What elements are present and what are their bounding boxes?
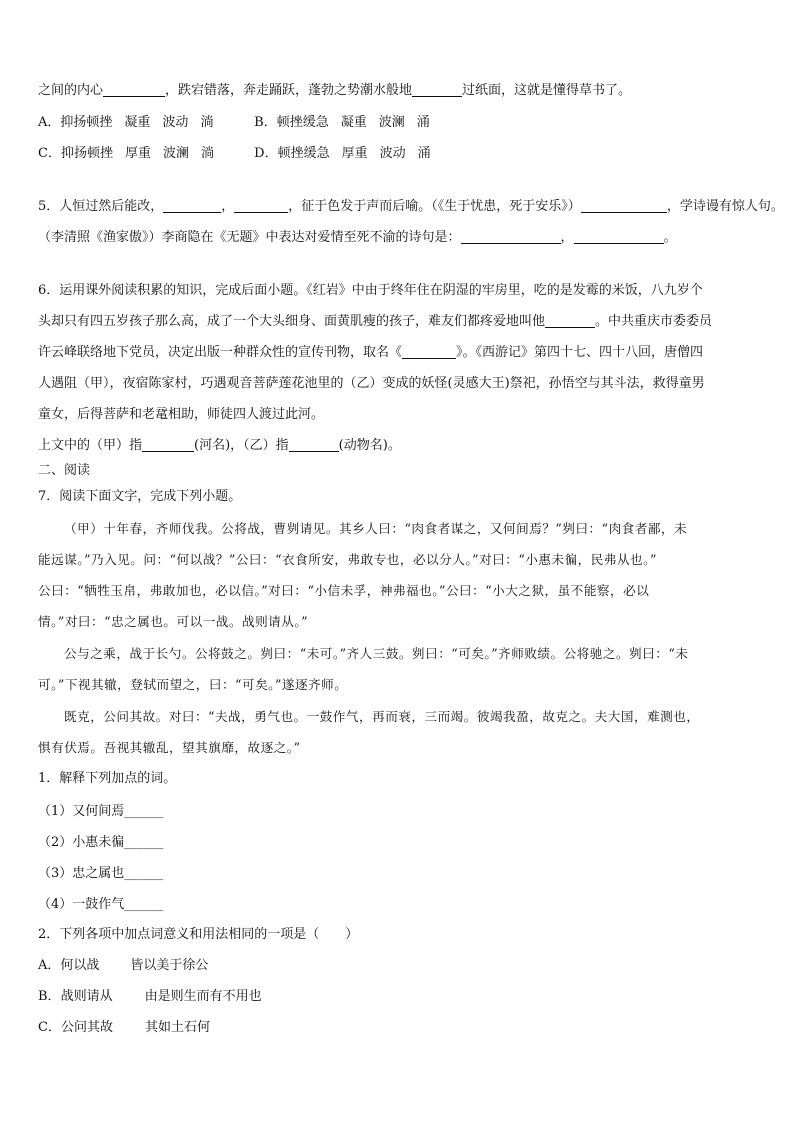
answer-blank[interactable]: ______ (124, 866, 164, 881)
q6-line-1: 6．运用课外阅读积累的知识，完成后面小题。《红岩》中由于终年住在阴湿的牢房里，吃的是发霉的米饭，八九岁个 (38, 283, 703, 298)
answer-blank[interactable] (461, 230, 561, 244)
passage-line: 能远谋。”乃入见。问：“何以战？”公曰：“衣食所安，弗敢专也，必以分人。”对曰：“小惠未徧，民弗从也。” (38, 552, 657, 567)
option-b[interactable]: B．顿挫缓急 凝重 波澜 涌 (254, 115, 430, 130)
option-d[interactable]: D．顿挫缓急 厚重 波动 涌 (254, 146, 431, 161)
answer-blank[interactable] (103, 83, 165, 97)
passage-line: 情。”对曰：“忠之属也。可以一战。战则请从。” (38, 614, 309, 629)
sub2-title: 2．下列各项中加点词意义和用法相同的一项是（ ） (38, 927, 359, 942)
passage-line: 可。”下视其辙，登轼而望之，曰：“可矣。”遂逐齐师。 (38, 677, 348, 692)
passage-line: 惧有伏焉。吾视其辙乱，望其旗靡，故逐之。” (38, 740, 301, 755)
answer-blank[interactable] (142, 438, 194, 452)
q4-options-row-2 (38, 145, 431, 163)
answer-blank[interactable]: ______ (124, 804, 164, 819)
q4-options-row-1 (38, 114, 430, 132)
q6-line-2: 头却只有四五岁孩子那么高，成了一个大头细身、面黄肌瘦的孩子，难友们都疼爱地叫他 。中共重庆市委委员 (38, 314, 713, 329)
passage-line: 公曰：“牺牲玉帛，弗敢加也，必以信。”对曰：“小信未孚，神弗福也。”公曰：“小大之狱，虽不能察，必以 (38, 583, 650, 598)
option-a[interactable]: A．抑扬顿挫 凝重 波动 淌 (38, 115, 214, 130)
answer-blank[interactable] (289, 438, 339, 452)
section-heading: 二、阅读 (38, 463, 91, 478)
sub1-item: （4）一鼓作气______ (38, 897, 164, 912)
q5-line-2: （李清照《渔家傲》）李商隐在《无题》中表达对爱情至死不渝的诗句是： ， 。 (38, 230, 677, 245)
q6-line-3: 许云峰联络地下党员，决定出版一种群众性的宣传刊物，取名《 》。《西游记》第四十七、四十八回，唐僧四 (38, 345, 704, 360)
answer-blank[interactable]: ______ (124, 897, 164, 912)
sub2-option-a[interactable]: A．何以战 皆以美于徐公 (38, 958, 209, 973)
option-c[interactable]: C．抑扬顿挫 厚重 波澜 淌 (38, 146, 215, 161)
passage-line: 既克，公问其故。对曰：“夫战，勇气也。一鼓作气，再而衰，三而竭。彼竭我盈，故克之。夫大国，难测也， (64, 709, 700, 724)
sub1-item: （1）又何间焉______ (38, 804, 164, 819)
answer-blank[interactable] (163, 199, 221, 213)
sub2-option-b[interactable]: B．战则请从 由是则生而有不用也 (38, 989, 262, 1004)
answer-blank[interactable] (581, 199, 667, 213)
answer-blank[interactable] (545, 314, 595, 328)
answer-blank[interactable] (234, 199, 288, 213)
sub1-item: （3）忠之属也______ (38, 866, 164, 881)
answer-blank[interactable] (402, 345, 456, 359)
q6-line-5: 童女，后得菩萨和老鼋相助，师徒四人渡过此河。 (38, 407, 325, 422)
q6-line-4: 人遇阻（甲），夜宿陈家村，巧遇观音菩萨莲花池里的（乙）变成的妖怪(灵感大王)祭祀，孙悟空与其斗法，救得童男 (38, 376, 705, 391)
q6-line-6: 上文中的（甲）指 (河名)，（乙）指 (动物名)。 (38, 438, 401, 453)
sub1-title: 1．解释下列加点的词。 (38, 771, 177, 786)
sub1-item: （2）小惠未徧______ (38, 835, 164, 850)
q4-tail-line: 之间的内心 ，跌宕错落，奔走踊跃，蓬勃之势潮水般地 过纸面，这就是懂得草书了。 (38, 83, 632, 98)
passage-line: 公与之乘，战于长勺。公将鼓之。刿曰：“未可。”齐人三鼓。刿曰：“可矣。”齐师败绩。公将驰之。刿曰：“未 (64, 646, 689, 661)
answer-blank[interactable] (412, 83, 462, 97)
passage-line: （甲）十年春，齐师伐我。公将战，曹刿请见。其乡人曰：“肉食者谋之，又何间焉？”刿曰：“肉食者鄙，未 (64, 521, 688, 536)
q5-line-1: 5．人恒过然后能改， ， ，征于色发于声而后喻。（《生于忧患，死于安乐》） ，学诗谩有惊人句。 (38, 199, 784, 214)
answer-blank[interactable]: ______ (124, 835, 164, 850)
answer-blank[interactable] (574, 230, 664, 244)
sub2-option-c[interactable]: C．公问其故 其如土石何 (38, 1020, 210, 1035)
q7-title: 7．阅读下面文字，完成下列小题。 (38, 489, 242, 504)
